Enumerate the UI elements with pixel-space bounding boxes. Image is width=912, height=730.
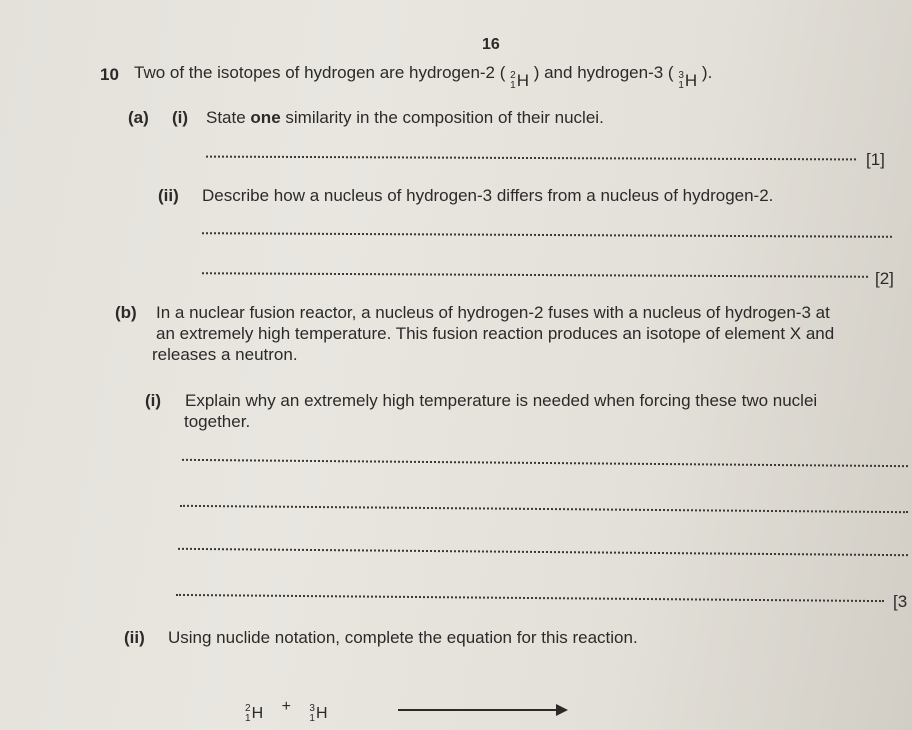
part-b-text-line2: an extremely high temperature. This fusion reaction produces an isotope of element X and [156, 324, 835, 343]
intro-text-2: ) and hydrogen-3 ( [533, 63, 674, 82]
part-b-text-line1: In a nuclear fusion reactor, a nucleus of hydrogen-2 fuses with a nucleus of hydrogen-3 at [156, 303, 830, 322]
part-b-label: (b) [115, 303, 137, 322]
answer-line-b-i-4[interactable] [176, 594, 884, 602]
reaction-arrow-icon [398, 709, 566, 711]
part-b-i-label: (i) [145, 391, 162, 410]
h3-mass-number: 3 [678, 70, 684, 81]
intro-text-1: Two of the isotopes of hydrogen are hydrogen-2 ( [134, 63, 506, 82]
eq-h2-symbol: H [251, 705, 264, 722]
eq-h3-mass: 3 [309, 703, 315, 714]
marks-b-i: [3 [893, 592, 908, 611]
eq-h2-nuclide [245, 704, 263, 724]
eq-h2-atomic: 1 [245, 713, 251, 724]
nuclide-h3 [678, 71, 697, 91]
part-a-i-question [206, 108, 604, 128]
question-number: 10 [100, 65, 119, 84]
question-intro [134, 63, 712, 91]
answer-line-a-ii-2[interactable] [202, 272, 868, 277]
answer-line-b-i-2[interactable] [180, 505, 908, 513]
a-i-text-pre: State [206, 108, 251, 127]
part-b-i-question-line2: together. [184, 412, 251, 431]
eq-h2-mass: 2 [245, 703, 251, 714]
part-b-text-line3: releases a neutron. [152, 345, 298, 364]
nuclide-h2 [510, 71, 529, 91]
part-a-ii-label: (ii) [158, 186, 179, 205]
answer-line-a-i[interactable] [206, 156, 856, 161]
eq-h3-symbol: H [315, 705, 328, 722]
marks-a-ii: [2] [875, 269, 894, 288]
part-a-i-label: (i) [172, 108, 189, 127]
page-number: 16 [482, 36, 500, 53]
eq-plus-sign: + [281, 698, 291, 715]
answer-line-a-ii-1[interactable] [202, 232, 892, 238]
marks-a-i: [1] [866, 150, 885, 169]
h2-atomic-number: 1 [510, 80, 516, 91]
a-i-text-post: similarity in the composition of their nuclei. [280, 108, 604, 127]
h2-symbol: H [516, 71, 529, 90]
h2-mass-number: 2 [510, 70, 516, 81]
eq-h3-atomic: 1 [309, 713, 315, 724]
part-a-ii-question: Describe how a nucleus of hydrogen-3 differs from a nucleus of hydrogen-2. [202, 186, 774, 205]
a-i-text-bold: one [250, 108, 281, 127]
part-b-ii-label: (ii) [124, 628, 145, 647]
intro-text-3: ). [701, 63, 713, 82]
h3-symbol: H [684, 71, 698, 90]
answer-line-b-i-1[interactable] [182, 459, 908, 467]
h3-atomic-number: 1 [678, 80, 684, 91]
part-b-i-question-line1: Explain why an extremely high temperature is needed when forcing these two nuclei [185, 391, 818, 410]
part-b-ii-question: Using nuclide notation, complete the equation for this reaction. [168, 628, 638, 647]
answer-line-b-i-3[interactable] [178, 548, 908, 556]
part-a-label: (a) [128, 108, 149, 127]
equation [245, 698, 328, 724]
eq-h3-nuclide [309, 704, 327, 724]
